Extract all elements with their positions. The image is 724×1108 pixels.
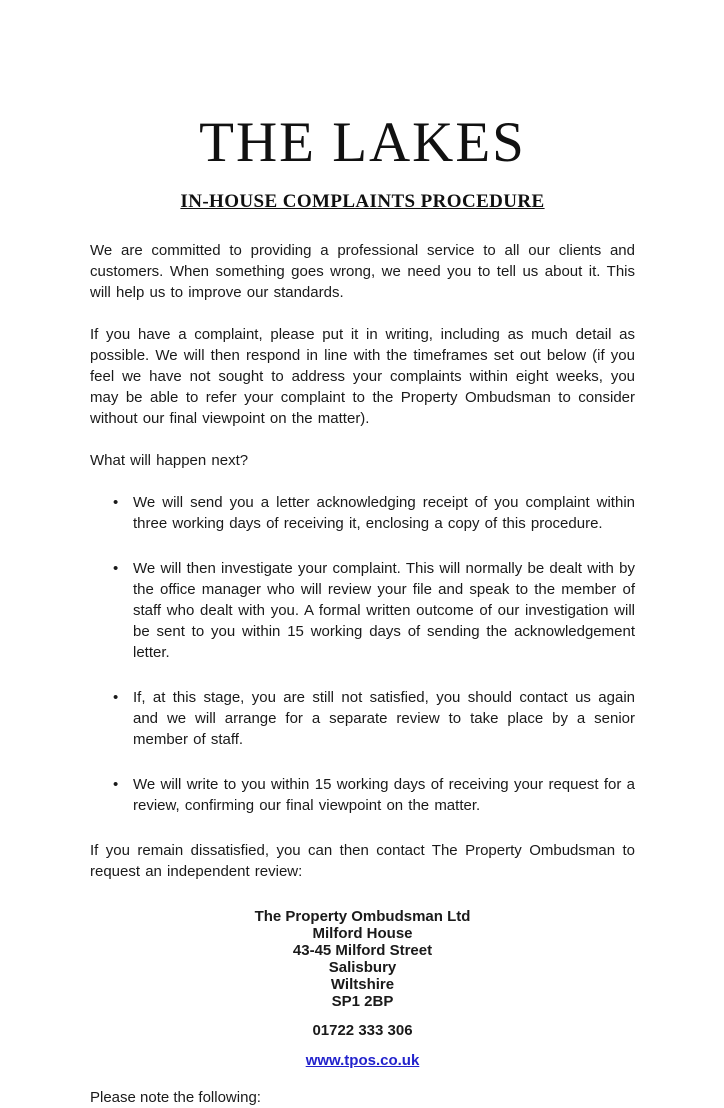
address-line: Milford House: [312, 925, 413, 942]
ombudsman-phone-number: 01722 333 306: [312, 1022, 413, 1039]
document-subtitle: IN-HOUSE COMPLAINTS PROCEDURE: [180, 191, 545, 212]
bullet-icon: •: [113, 689, 119, 706]
paragraph-commitment: We are committed to providing a professional service to all our clients and customers. When something goes wrong, we need you to tell us about it. This will help us to improve our standards.: [90, 242, 635, 301]
website-link-row: [90, 1052, 635, 1070]
list-item-text: We will send you a letter acknowledging receipt of you complaint within three working days of receiving it, enclosing a copy of this procedure.: [133, 494, 635, 532]
address-line: 43-45 Milford Street: [292, 942, 433, 959]
list-item-text: We will then investigate your complaint. This will normally be dealt with by the office manager who will review your file and speak to the member of staff who dealt with you. A formal written outcome of our investigation will be sent to you within 15 working days of sending the acknowledgement letter.: [133, 560, 635, 661]
list-item-text: We will write to you within 15 working days of receiving your request for a review, confirming our final viewpoint on the matter.: [133, 776, 635, 814]
ombudsman-name: The Property Ombudsman Ltd: [254, 908, 471, 925]
paragraph-complaint-instructions: If you have a complaint, please put it in writing, including as much detail as possible. We will then respond in line with the timeframes set out below (if you feel we have not sought to address your complaints within eight weeks, you may be able to refer your complaint to the Property Ombudsman to consider without our final viewpoint on the matter).: [90, 326, 635, 427]
address-line: Salisbury: [328, 959, 397, 976]
procedure-steps-list: [90, 492, 635, 816]
address-line: SP1 2BP: [331, 993, 394, 1010]
bullet-icon: •: [113, 776, 119, 793]
bullet-icon: •: [113, 494, 119, 511]
document-title: THE LAKES: [199, 111, 526, 174]
address-line: Wiltshire: [330, 976, 395, 993]
list-item-acknowledgement: [90, 492, 635, 534]
paragraph-independent-review: If you remain dissatisfied, you can then contact The Property Ombudsman to request an independent review:: [90, 842, 635, 880]
list-item-senior-review: [90, 687, 635, 750]
list-item-final-viewpoint: [90, 774, 635, 816]
ombudsman-contact-block: [90, 908, 635, 1010]
tpos-website-link[interactable]: www.tpos.co.uk: [305, 1052, 420, 1069]
paragraph-what-will-happen-next: What will happen next?: [90, 452, 249, 469]
bullet-icon: •: [113, 560, 119, 577]
paragraph-please-note: Please note the following:: [90, 1089, 261, 1106]
list-item-investigation: [90, 558, 635, 663]
list-item-text: If, at this stage, you are still not satisfied, you should contact us again and we will arrange for a separate review to take place by a senior member of staff.: [133, 689, 635, 748]
